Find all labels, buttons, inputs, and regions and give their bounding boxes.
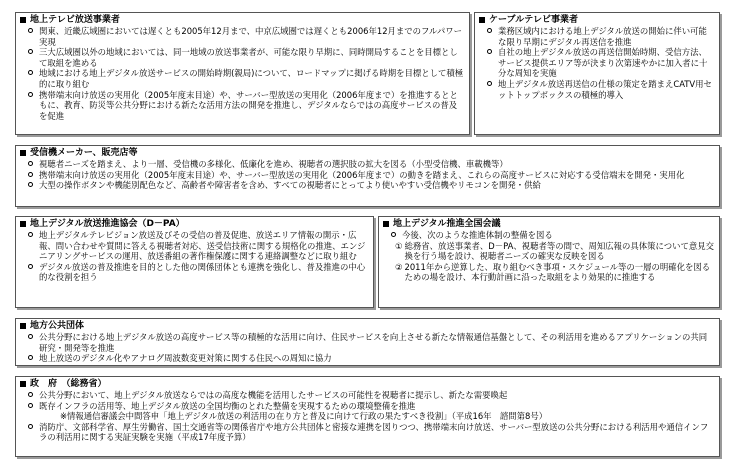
national-council-box: [378, 216, 720, 308]
square-bullet-icon: [479, 17, 485, 23]
list-item: 消防庁、文部科学省、厚生労働省、国土交通省等の関係省庁や地方公共団体と密接な連携を図りつつ、携帯端末向け放送、サーバー型放送の公共分野における利活用や通信インフラの利活用に関する実証実験を実施（平成17年度予算）: [28, 422, 715, 443]
list-item: 地上放送のデジタル化やアナログ周波数変更対策に関する住民への周知に協力: [28, 353, 715, 364]
list-item: 既存インフラの活用等、地上デジタル放送の全国均衡のとれた整備を実現するための環境整備を推進: [28, 401, 715, 412]
square-bullet-icon: [20, 323, 26, 329]
circle-bullet-icon: [28, 172, 33, 177]
item-list: [479, 26, 715, 100]
list-item: 公共分野における地上デジタル放送の高度サービス等の積極的な活用に向け、住民サービスを向上させる新たな情報通信基盤として、その利活用を進めるアプリケーションの共同研究・開発等を推進: [28, 332, 715, 353]
section-title: 受信機メーカー、販売店等: [20, 148, 715, 159]
list-item: 携帯端末向け放送の実用化（2005年度末目途）や、サーバー型放送の実用化（2006年度まで）を推進するとともに、教育、防災等公共分野における新たな活用方法の開発を推進し、デジタルならではの高度サービスの普及を促進: [28, 90, 465, 122]
cable-tv-box: [474, 12, 720, 135]
dpa-box: [15, 216, 374, 308]
circle-bullet-icon: [28, 403, 33, 408]
item-list: [20, 159, 715, 191]
item-list: [20, 390, 715, 411]
list-item: 関東、近畿広域圏においては遅くとも2005年12月まで、中京広域圏では遅くとも2006年12月までのフルパワー実現: [28, 26, 465, 47]
circle-bullet-icon: [28, 92, 33, 97]
square-bullet-icon: [20, 221, 26, 227]
circle-bullet-icon: [28, 161, 33, 166]
circle-bullet-icon: [28, 28, 33, 33]
section-title: 地上デジタル放送推進協会（D－PA）: [20, 219, 369, 230]
item-list: [20, 230, 369, 283]
circle-bullet-icon: [28, 392, 33, 397]
list-item: ① 総務省、放送事業者、D－PA、視聴者等の間で、周知広報の具体策について意見交換を行う場を設け、視聴者ニーズの確実な反映を図る: [395, 240, 714, 262]
section-title: 地上デジタル推進全国会議: [383, 219, 715, 230]
government-box: [15, 376, 720, 457]
circle-bullet-icon: [391, 232, 396, 237]
section-title: 地上テレビ放送事業者: [20, 15, 465, 26]
item-list: [20, 332, 715, 364]
square-bullet-icon: [20, 150, 26, 156]
list-item: 公共分野において、地上デジタル放送ならではの高度な機能を活用したサービスの可能性を視聴者に提示し、新たな需要喚起: [28, 390, 715, 401]
list-item: ② 2011年から逆算した、取り組むべき事項・スケジュール等の一層の明確化を図るための場を設け、本行動計画に沿った取組をより効果的に推進する: [395, 261, 711, 283]
circle-bullet-icon: [487, 81, 492, 86]
circle-bullet-icon: [28, 70, 33, 75]
terrestrial-broadcasters-box: [15, 12, 470, 135]
square-bullet-icon: [20, 381, 26, 387]
list-item: 携帯端末向け放送の実用化（2005年度末目途）や、サーバー型放送の実用化（2006年度まで）の動きを踏まえ、これらの高度サービスに対応する受信端末を開発・実用化: [28, 170, 715, 181]
circle-bullet-icon: [28, 355, 33, 360]
circle-bullet-icon: [28, 182, 33, 187]
item-list: [20, 26, 465, 121]
circle-bullet-icon: [28, 334, 33, 339]
list-item: 地上デジタル放送再送信の仕様の策定を踏まえCATV用セットトップボックスの積極的導入: [487, 79, 715, 100]
circle-bullet-icon: [487, 49, 492, 54]
item-list: [20, 422, 715, 443]
list-item: 今後、次のような推進体制の整備を図る: [391, 230, 715, 241]
circle-bullet-icon: [28, 424, 33, 429]
list-item: 自社の地上デジタル放送の再送信開始時期、受信方法、サービス提供エリア等が決まり次第速やかに加入者に十分な周知を実施: [487, 47, 715, 79]
circle-bullet-icon: [28, 232, 33, 237]
list-item: 視聴者ニーズを踏まえ、より一層、受信機の多様化、低廉化を進め、視聴者の選択肢の拡大を図る（小型受信機、車載機等）: [28, 159, 715, 170]
square-bullet-icon: [20, 17, 26, 23]
receiver-makers-box: [15, 145, 720, 207]
circle-bullet-icon: [28, 264, 33, 269]
circle-bullet-icon: [28, 49, 33, 54]
square-bullet-icon: [383, 221, 389, 227]
list-item: デジタル放送の普及推進を目的とした他の関係団体とも連携を強化し、普及推進の中心的な役割を担う: [28, 262, 369, 283]
list-item: 地上デジタルテレビジョン放送及びその受信の普及促進、放送エリア情報の開示・広報、問い合わせや質問に答える視聴者対応、送受信技術に関する規格化の推進、エンジニアリングサービスの運用、放送番組の著作権保護に関する連絡調整などに取り組む: [28, 230, 369, 262]
footnote: ※情報通信審議会中間答申「地上デジタル放送の利活用の在り方と普及に向けて行政の果たすべき役割」（平成16年 諮問第8号）: [60, 411, 548, 422]
sub-item-list: [383, 241, 715, 283]
list-item: 業務区域内における地上デジタル放送の開始に伴い可能な限り早期にデジタル再送信を推進: [487, 26, 715, 47]
circle-bullet-icon: [487, 28, 492, 33]
section-title: ケーブルテレビ事業者: [479, 15, 715, 26]
list-item: 地域における地上デジタル放送サービスの開始時期(親局)について、ロードマップに掲げる時期を目標として積極的に取り組む: [28, 68, 465, 89]
list-item: 大型の操作ボタンや機能別配色など、高齢者や障害者を含め、すべての視聴者にとってより使いやすい受信機やリモコンを開発・供給: [28, 180, 715, 191]
item-list: [383, 230, 715, 241]
list-item: 三大広域圏以外の地域においては、同一地域の放送事業者が、可能な限り早期に、同時開局することを目標として取組を進める: [28, 47, 465, 68]
local-government-box: [15, 318, 720, 366]
section-title: 地方公共団体: [20, 321, 715, 332]
section-title: 政 府 （総務省）: [20, 379, 715, 390]
